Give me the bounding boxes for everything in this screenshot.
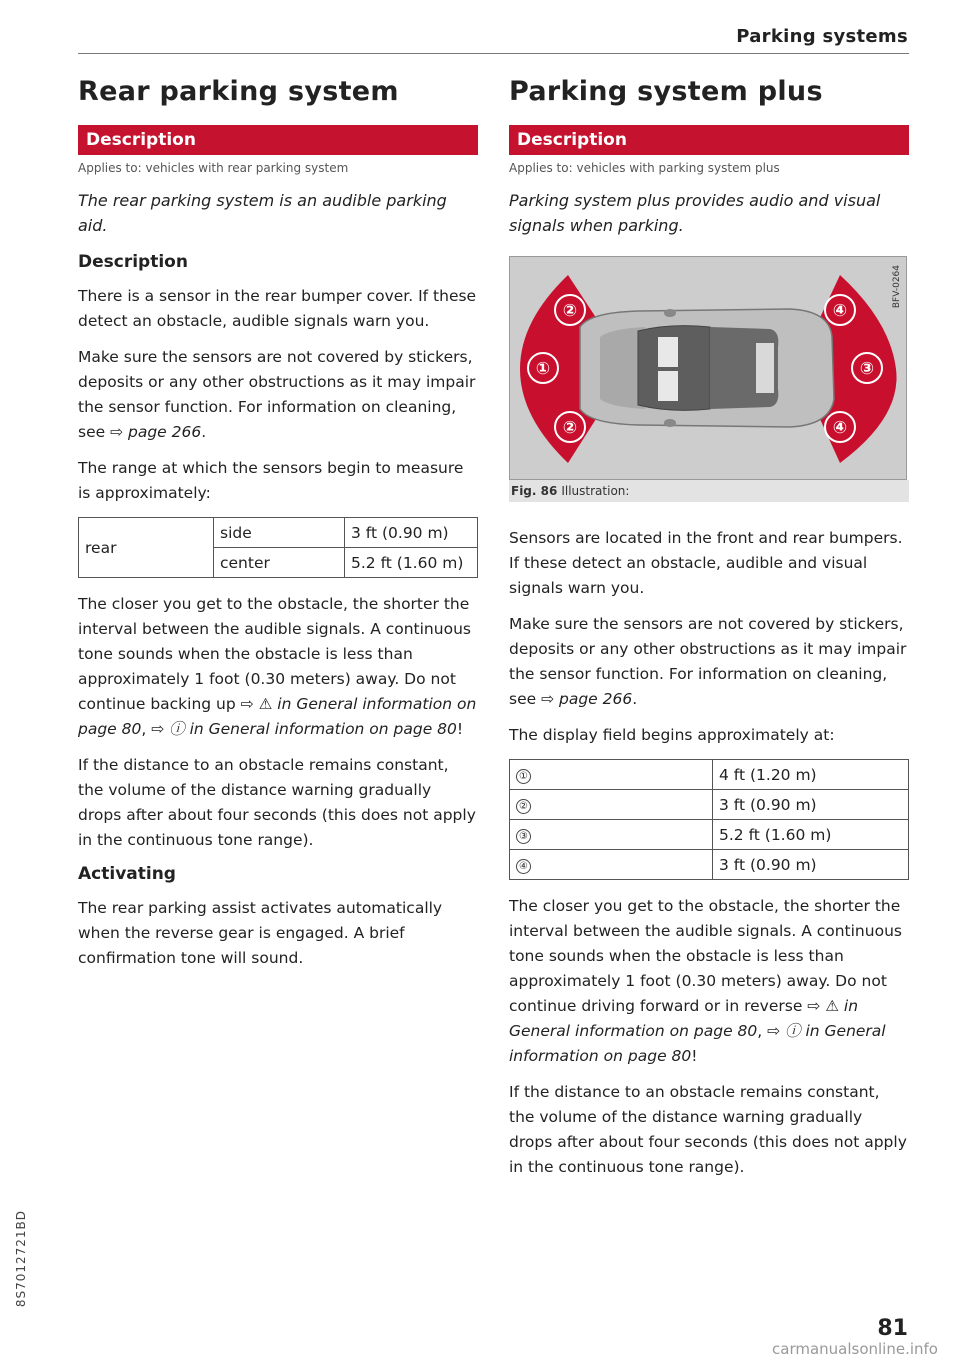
section-band: Description — [509, 125, 909, 155]
car-seat — [658, 371, 678, 401]
table-cell: ④ — [510, 850, 713, 880]
table-cell: ③ — [510, 820, 713, 850]
paragraph: The range at which the sensors begin to measure is approximately: — [78, 459, 464, 502]
subheading-description: Description — [78, 252, 188, 272]
applies-to: Applies to: vehicles with rear parking system — [78, 161, 349, 175]
document-code: 8S7012721BD — [14, 1210, 28, 1308]
page-link[interactable]: ⇨ page 266 — [541, 690, 633, 708]
lead-text: The rear parking system is an audible parking aid. — [78, 191, 447, 235]
warning-link[interactable]: ⇨ ⚠ in General information on page 80 — [78, 695, 477, 738]
header-rule — [78, 53, 909, 54]
svg-text:②: ② — [562, 418, 578, 438]
paragraph: There is a sensor in the rear bumper cover. If these detect an obstacle, audible signals warn you. — [78, 287, 477, 330]
page-link[interactable]: ⇨ page 266 — [110, 423, 202, 441]
table-row — [510, 820, 909, 850]
table-row — [510, 760, 909, 790]
range-table — [78, 517, 478, 578]
figure — [509, 256, 907, 502]
table-cell: 3 ft (0.90 m) — [713, 850, 909, 880]
page-number: 81 — [877, 1316, 908, 1341]
note-link[interactable]: ⇨ ⓘ in General information on page 80 — [151, 720, 457, 738]
table-cell: 5.2 ft (1.60 m) — [345, 548, 478, 578]
table-cell: ② — [510, 790, 713, 820]
table-row — [79, 518, 478, 548]
table-cell: ① — [510, 760, 713, 790]
paragraph: Make sure the sensors are not covered by stickers, deposits or any other obstructions as it may impair the sensor function. For information on cleaning, see ⇨ page 266. — [78, 348, 476, 441]
callout-2-top — [555, 295, 585, 325]
section-title: Parking system plus — [509, 76, 823, 107]
subheading-activating: Activating — [78, 864, 176, 884]
table-row — [510, 790, 909, 820]
callout-4-bottom — [825, 412, 855, 442]
car-seat — [658, 337, 678, 367]
table-cell: 5.2 ft (1.60 m) — [713, 820, 909, 850]
callout-1 — [528, 353, 558, 383]
section-title: Rear parking system — [78, 76, 399, 107]
svg-text:④: ④ — [832, 418, 848, 438]
paragraph: Make sure the sensors are not covered by stickers, deposits or any other obstructions as it may impair the sensor function. For information on cleaning, see ⇨ page 266. — [509, 615, 907, 708]
right-column — [509, 70, 909, 1191]
table-cell: rear — [79, 518, 214, 578]
callout-4-top — [825, 295, 855, 325]
paragraph: If the distance to an obstacle remains constant, the volume of the distance warning gradually drops after about four seconds (this does not apply in the continuous tone range). — [78, 756, 476, 849]
paragraph: The display field begins approximately at: — [509, 726, 835, 744]
paragraph: If the distance to an obstacle remains constant, the volume of the distance warning gradually drops after about four seconds (this does not apply in the continuous tone range). — [509, 1083, 907, 1176]
figure-illustration — [509, 256, 907, 480]
display-field-table — [509, 759, 909, 880]
table-cell: center — [214, 548, 345, 578]
paragraph: The rear parking assist activates automatically when the reverse gear is engaged. A brief confirmation tone will sound. — [78, 899, 443, 967]
table-cell: 4 ft (1.20 m) — [713, 760, 909, 790]
left-column — [78, 70, 478, 982]
mirror-icon — [664, 309, 676, 317]
note-link[interactable]: ⇨ ⓘ in General information on page 80 — [509, 1022, 886, 1065]
car-rear-window — [756, 343, 774, 393]
table-cell: 3 ft (0.90 m) — [713, 790, 909, 820]
svg-text:①: ① — [535, 359, 551, 379]
table-cell: side — [214, 518, 345, 548]
table-cell: 3 ft (0.90 m) — [345, 518, 478, 548]
callout-3 — [852, 353, 882, 383]
paragraph: The closer you get to the obstacle, the shorter the interval between the audible signals. A continuous tone sounds when the obstacle is less than approximately 1 foot (0.30 meters) away. Do not continue backing up ⇨ ⚠ in General information on page 80, ⇨ ⓘ in General information on page 80! — [78, 595, 477, 738]
applies-to: Applies to: vehicles with parking system plus — [509, 161, 780, 175]
table-row — [510, 850, 909, 880]
running-head: Parking systems — [736, 26, 908, 47]
warning-link[interactable]: ⇨ ⚠ in General information on page 80 — [509, 997, 859, 1040]
paragraph: The closer you get to the obstacle, the shorter the interval between the audible signals. A continuous tone sounds when the obstacle is less than approximately 1 foot (0.30 meters) away. Do not continue driving forward or in reverse ⇨ ⚠ in General information on page 80, ⇨ ⓘ in General information on page 80! — [509, 897, 902, 1065]
svg-text:④: ④ — [832, 301, 848, 321]
callout-2-bottom — [555, 412, 585, 442]
lead-text: Parking system plus provides audio and visual signals when parking. — [509, 191, 881, 235]
svg-text:③: ③ — [859, 359, 875, 379]
watermark: carmanualsonline.info — [772, 1340, 938, 1358]
figure-code: BFV-0264 — [892, 265, 902, 309]
figure-caption: Fig. 86 Illustration: — [509, 480, 909, 502]
mirror-icon — [664, 419, 676, 427]
section-band: Description — [78, 125, 478, 155]
car-sensor-illustration — [510, 257, 906, 479]
svg-text:②: ② — [562, 301, 578, 321]
paragraph: Sensors are located in the front and rear bumpers. If these detect an obstacle, audible and visual signals warn you. — [509, 529, 903, 597]
